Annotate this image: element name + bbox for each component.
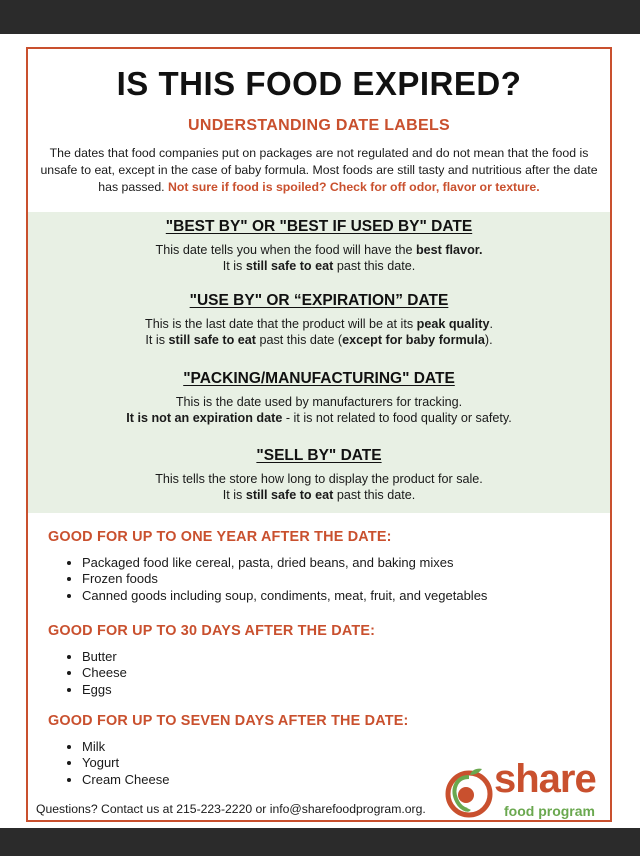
logo-tagline: food program [504, 803, 595, 819]
section-text: This is the last date that the product will be at its peak quality. It is still safe to eat past this date (except for baby formula). [145, 317, 493, 347]
list-item: • Canned goods including soup, condiments, meat, fruit, and vegetables [82, 588, 487, 604]
date-label-panel [28, 212, 610, 513]
page-subtitle: UNDERSTANDING DATE LABELS [187, 117, 450, 134]
intro-warning: Not sure if food is spoiled? Check for off odor, flavor or texture. [168, 180, 540, 194]
intro-paragraph [36, 145, 602, 196]
category-title-seven-days: GOOD FOR UP TO SEVEN DAYS AFTER THE DATE: [48, 713, 409, 729]
intro-text: The dates that food companies put on packages are not regulated and do not mean that the food is unsafe to eat, except in the case of baby formula. Most foods are still tasty and nutritious after the date has passed. [40, 146, 598, 194]
list-item: • Yogurt [82, 755, 169, 771]
logo-wordmark: share [494, 757, 596, 801]
list-item: • Cheese [82, 665, 127, 681]
flyer-page [0, 34, 640, 828]
section-text: This date tells you when the food will have the best flavor. It is still safe to eat past this date. [155, 243, 483, 273]
section-heading: "PACKING/MANUFACTURING" DATE [183, 370, 455, 387]
section-text: This tells the store how long to display the product for sale. It is still safe to eat past this date. [155, 472, 483, 502]
section-use-by [28, 292, 610, 348]
list-item: • Eggs [82, 682, 127, 698]
section-heading: "USE BY" OR “EXPIRATION” DATE [189, 292, 449, 309]
section-heading: "SELL BY" DATE [256, 447, 382, 464]
flyer-border [26, 47, 612, 822]
share-logo [442, 757, 608, 822]
category-list-one-year [54, 555, 487, 604]
list-item: • Frozen foods [82, 571, 487, 587]
section-packing [28, 370, 610, 426]
section-heading: "BEST BY" OR "BEST IF USED BY" DATE [165, 218, 473, 235]
list-item: • Butter [82, 649, 127, 665]
category-list-seven-days [54, 739, 169, 788]
contact-footer: Questions? Contact us at 215-223-2220 or info@sharefoodprogram.org. [36, 802, 426, 816]
section-sell-by [28, 447, 610, 503]
category-title-one-year: GOOD FOR UP TO ONE YEAR AFTER THE DATE: [48, 529, 392, 545]
category-list-30-days [54, 649, 127, 698]
section-text: This is the date used by manufacturers for tracking. It is not an expiration date - it is not related to food quality or safety. [126, 395, 512, 425]
list-item: • Milk [82, 739, 169, 755]
section-best-by [28, 218, 610, 274]
page-title: IS THIS FOOD EXPIRED? [116, 65, 522, 102]
list-item: • Cream Cheese [82, 772, 169, 788]
category-title-30-days: GOOD FOR UP TO 30 DAYS AFTER THE DATE: [48, 623, 376, 639]
apple-swirl-icon [442, 765, 496, 819]
list-item: • Packaged food like cereal, pasta, dried beans, and baking mixes [82, 555, 487, 571]
